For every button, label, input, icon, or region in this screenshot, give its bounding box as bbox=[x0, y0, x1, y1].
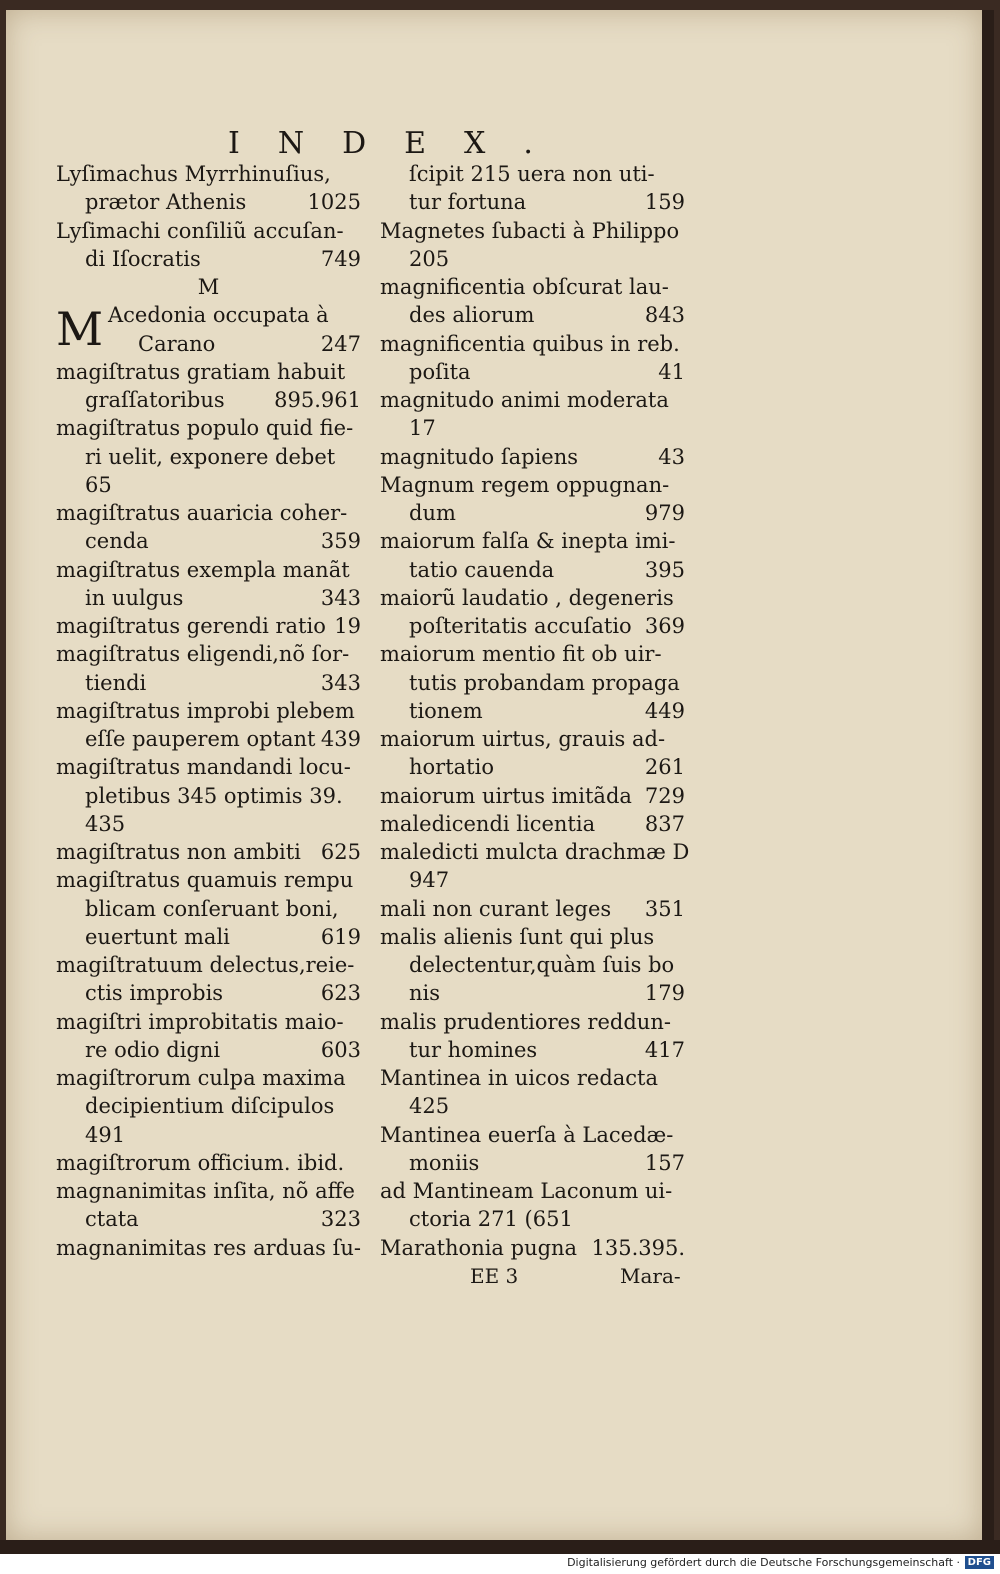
index-page-number: 351 bbox=[644, 896, 685, 921]
index-line bbox=[56, 895, 361, 923]
index-line bbox=[56, 1121, 361, 1149]
index-line bbox=[380, 358, 685, 386]
index-page-number: 729 bbox=[644, 783, 685, 808]
index-line bbox=[56, 979, 361, 1007]
index-line-text: maiorum mentio fit ob uir- bbox=[380, 642, 662, 667]
index-line bbox=[380, 1121, 685, 1149]
footer-credit: Digitalisierung gefördert durch die Deutsche Forschungsgemeinschaft · bbox=[567, 1556, 960, 1569]
index-line bbox=[56, 527, 361, 555]
index-line-text: magiſtratus gratiam habuit bbox=[56, 359, 346, 384]
index-line bbox=[380, 810, 685, 838]
index-line bbox=[380, 979, 685, 1007]
index-page-number: 323 bbox=[320, 1207, 361, 1232]
index-page-number: 19 bbox=[334, 614, 361, 638]
index-line-text: 425 bbox=[409, 1094, 450, 1119]
index-page-number: 623 bbox=[320, 981, 361, 1006]
index-page-number: 43 bbox=[658, 444, 685, 469]
index-line-text: eſſe pauperem optant bbox=[85, 727, 316, 751]
index-line-text: malis alienis ſunt qui plus bbox=[380, 924, 655, 949]
index-page-number: 343 bbox=[320, 670, 361, 695]
index-line-text: magiſtri improbitatis maio- bbox=[56, 1009, 344, 1034]
index-line-text: magiſtratus exempla manãt bbox=[56, 557, 350, 582]
index-line-text: ſcipit 215 uera non uti- bbox=[409, 162, 655, 186]
index-line bbox=[56, 499, 361, 527]
index-line bbox=[380, 245, 685, 273]
index-line bbox=[56, 640, 361, 668]
index-page-number: 439 bbox=[320, 727, 361, 751]
index-line bbox=[380, 301, 685, 329]
index-line bbox=[56, 838, 361, 866]
index-line bbox=[380, 160, 685, 188]
index-line-text: magnanimitas inſita, nõ affe bbox=[56, 1179, 355, 1203]
index-line bbox=[380, 951, 685, 979]
index-line-text: tur fortuna bbox=[409, 190, 527, 215]
drop-cap-line-1: Acedonia occupata à bbox=[108, 303, 329, 328]
index-line-text: tiendi bbox=[85, 670, 147, 695]
index-line-text: ad Mantineam Laconum ui- bbox=[380, 1179, 673, 1203]
index-line bbox=[380, 725, 685, 753]
index-line-text: maiorum falſa & inepta imi- bbox=[380, 529, 676, 554]
drop-cap-line-2-text: Carano bbox=[138, 331, 216, 356]
index-line-text: blicam conſeruant boni, bbox=[85, 896, 339, 921]
index-line bbox=[56, 1092, 361, 1120]
index-line-text: re odio digni bbox=[85, 1037, 221, 1062]
index-line-text: 205 bbox=[409, 246, 450, 271]
index-line-text: ri uelit, exponere debet bbox=[85, 444, 336, 469]
index-page-number: 895.961 bbox=[274, 388, 361, 412]
index-line-text: magnificentia obſcurat lau- bbox=[380, 275, 669, 299]
right-column bbox=[380, 160, 690, 1262]
index-line-text: euertunt mali bbox=[85, 924, 230, 949]
index-page-number: 749 bbox=[320, 246, 361, 271]
index-page-number: 603 bbox=[320, 1037, 361, 1062]
index-line bbox=[56, 951, 361, 979]
index-line-text: magiſtratus eligendi,nõ ſor- bbox=[56, 642, 350, 667]
index-page-number: 159 bbox=[644, 190, 685, 215]
index-page-number: 619 bbox=[320, 924, 361, 949]
index-line-text: ctoria 271 (651 bbox=[409, 1207, 573, 1232]
index-line-text: in uulgus bbox=[85, 585, 184, 610]
index-line-text: prætor Athenis bbox=[85, 190, 247, 215]
index-line-text: magnificentia quibus in reb. bbox=[380, 331, 680, 356]
index-line-text: magnitudo ſapiens bbox=[380, 444, 579, 469]
index-line bbox=[56, 1036, 361, 1064]
index-line-text: maledicti mulcta drachmæ D bbox=[380, 840, 690, 864]
index-page-number: 395 bbox=[644, 557, 685, 582]
index-line bbox=[380, 386, 685, 414]
index-line bbox=[380, 866, 685, 894]
index-line bbox=[380, 895, 685, 923]
index-line bbox=[56, 782, 361, 810]
index-page-number: 837 bbox=[644, 811, 685, 836]
index-line bbox=[56, 188, 361, 216]
index-line bbox=[380, 217, 685, 245]
index-line-text: moniis bbox=[409, 1150, 480, 1175]
index-line-text: Marathonia pugna bbox=[380, 1235, 578, 1260]
index-line bbox=[380, 640, 685, 668]
drop-cap-page-number: 247 bbox=[320, 331, 361, 356]
signature-mark: EE 3 bbox=[470, 1264, 519, 1288]
index-line-text: tutis probandam propaga bbox=[409, 670, 680, 695]
index-line bbox=[56, 866, 361, 894]
index-line bbox=[56, 923, 361, 951]
index-line bbox=[380, 527, 685, 555]
index-line bbox=[56, 217, 361, 245]
left-column-entries bbox=[56, 358, 361, 1262]
index-line-text: des aliorum bbox=[409, 303, 535, 328]
index-line-text: 491 bbox=[85, 1122, 126, 1147]
index-line-text: tatio cauenda bbox=[409, 557, 555, 582]
index-line-text: magiſtratus populo quid fie- bbox=[56, 416, 354, 441]
index-line-text: magnitudo animi moderata bbox=[380, 388, 669, 412]
index-line bbox=[380, 556, 685, 584]
index-line-text: cenda bbox=[85, 529, 149, 554]
index-line-text: magiſtratus quamuis rempu bbox=[56, 868, 354, 893]
page-edge-right bbox=[982, 10, 994, 1540]
index-line bbox=[56, 810, 361, 838]
index-line bbox=[380, 188, 685, 216]
index-line bbox=[56, 669, 361, 697]
drop-cap-entry bbox=[56, 301, 361, 358]
index-page-number: 135.395. bbox=[591, 1235, 685, 1260]
index-line bbox=[56, 697, 361, 725]
index-line-text: 17 bbox=[409, 416, 436, 441]
index-line bbox=[380, 923, 685, 951]
index-line-text: M bbox=[197, 275, 220, 299]
index-line bbox=[380, 330, 685, 358]
index-line-text: poſita bbox=[409, 359, 471, 384]
index-line bbox=[380, 1092, 685, 1120]
index-line bbox=[56, 1234, 361, 1262]
index-line bbox=[56, 584, 361, 612]
index-line bbox=[380, 669, 685, 697]
index-line bbox=[56, 414, 361, 442]
index-line-text: malis prudentiores reddun- bbox=[380, 1009, 671, 1034]
index-line-text: magiſtrorum officium. ibid. bbox=[56, 1150, 345, 1175]
index-line bbox=[380, 1177, 685, 1205]
index-page-number: 1025 bbox=[307, 190, 361, 215]
index-line bbox=[56, 471, 361, 499]
index-page-number: 449 bbox=[644, 698, 685, 723]
index-line-text: maledicendi licentia bbox=[380, 811, 596, 836]
right-column-entries bbox=[380, 160, 690, 1262]
index-line-text: maiorum uirtus, grauis ad- bbox=[380, 727, 666, 751]
index-line bbox=[380, 753, 685, 781]
index-line-text: magiſtratus non ambiti bbox=[56, 840, 301, 864]
index-line-text: magiſtratus auaricia coher- bbox=[56, 501, 348, 525]
index-line bbox=[56, 725, 361, 753]
index-line bbox=[56, 1008, 361, 1036]
index-line-text: 435 bbox=[85, 811, 126, 836]
index-line bbox=[380, 838, 690, 866]
index-page-number: 179 bbox=[644, 981, 685, 1006]
index-line bbox=[56, 443, 361, 471]
index-line-text: decipientium diſcipulos bbox=[85, 1094, 335, 1119]
index-line bbox=[380, 612, 685, 640]
index-line-text: magiſtratus gerendi ratio bbox=[56, 614, 326, 638]
index-line-text: maiorũ laudatio , degeneris bbox=[380, 585, 674, 610]
index-line-text: dum bbox=[409, 501, 456, 525]
index-line bbox=[380, 697, 685, 725]
index-line bbox=[56, 358, 361, 386]
index-line-text: hortatio bbox=[409, 755, 494, 780]
drop-cap-initial: M bbox=[56, 302, 104, 357]
index-line-text: tur homines bbox=[409, 1037, 538, 1062]
index-line-text: magiſtratus improbi plebem bbox=[56, 698, 355, 723]
index-page-number: 157 bbox=[644, 1150, 685, 1175]
index-page-number: 41 bbox=[658, 359, 685, 384]
index-line bbox=[56, 612, 361, 640]
index-page-number: 625 bbox=[320, 840, 361, 864]
index-line bbox=[56, 1064, 361, 1092]
index-line bbox=[56, 273, 361, 301]
index-line-text: nis bbox=[409, 981, 441, 1006]
index-line bbox=[380, 499, 685, 527]
index-line bbox=[56, 753, 361, 781]
index-line bbox=[380, 1205, 685, 1233]
index-line bbox=[380, 443, 685, 471]
index-line-text: magiſtrorum culpa maxima bbox=[56, 1066, 346, 1090]
index-line-text: 947 bbox=[409, 868, 450, 893]
index-line bbox=[380, 1234, 685, 1262]
index-line-text: ctis improbis bbox=[85, 981, 224, 1006]
catchword: Mara- bbox=[620, 1264, 681, 1288]
left-column-top bbox=[56, 160, 361, 301]
index-line-text: di Iſocratis bbox=[85, 246, 201, 271]
index-line bbox=[380, 782, 685, 810]
dfg-logo: DFG bbox=[965, 1556, 994, 1569]
index-line-text: poſteritatis accuſatio bbox=[409, 614, 632, 638]
index-page-number: 417 bbox=[644, 1037, 685, 1062]
index-page-number: 359 bbox=[320, 529, 361, 554]
index-line-text: mali non curant leges bbox=[380, 896, 612, 921]
index-line-text: Lyſimachus Myrrhinuſius, bbox=[56, 162, 331, 186]
index-line-text: magnanimitas res arduas ſu- bbox=[56, 1235, 362, 1260]
index-heading: INDEX. bbox=[228, 126, 571, 161]
index-line-text: Lyſimachi conſiliũ accuſan- bbox=[56, 218, 344, 243]
index-line bbox=[380, 273, 685, 301]
index-line-text: delectentur,quàm ſuis bo bbox=[409, 953, 675, 977]
index-page-number: 343 bbox=[320, 585, 361, 610]
index-line-text: tionem bbox=[409, 698, 483, 723]
index-line bbox=[56, 1205, 361, 1233]
index-line-text: graſſatoribus bbox=[85, 388, 225, 412]
index-page-number: 261 bbox=[644, 755, 685, 780]
index-line-text: Magnum regem oppugnan- bbox=[380, 472, 670, 497]
index-page-number: 843 bbox=[644, 303, 685, 328]
index-line bbox=[56, 1149, 361, 1177]
index-line bbox=[56, 160, 361, 188]
index-page-number: 369 bbox=[644, 614, 685, 638]
page-edge-bottom bbox=[0, 1540, 1000, 1554]
index-line bbox=[56, 245, 361, 273]
index-line bbox=[56, 556, 361, 584]
index-line-text: 65 bbox=[85, 472, 112, 497]
index-line-text: maiorum uirtus imitãda bbox=[380, 783, 632, 808]
index-line bbox=[380, 471, 685, 499]
index-line bbox=[380, 1064, 685, 1092]
index-line bbox=[380, 1008, 685, 1036]
index-line bbox=[380, 584, 685, 612]
drop-cap-line-2 bbox=[138, 330, 361, 358]
index-line bbox=[380, 414, 685, 442]
index-line bbox=[380, 1149, 685, 1177]
index-line-text: magiſtratuum delectus,reie- bbox=[56, 953, 355, 977]
index-line bbox=[380, 1036, 685, 1064]
index-line-text: ctata bbox=[85, 1207, 139, 1232]
index-line-text: Magnetes ſubacti à Philippo bbox=[380, 218, 680, 243]
index-line bbox=[56, 386, 361, 414]
index-line-text: Mantinea in uicos redacta bbox=[380, 1066, 659, 1090]
index-line-text: Mantinea euerſa à Lacedæ- bbox=[380, 1122, 674, 1147]
index-line-text: pletibus 345 optimis 39. bbox=[85, 783, 343, 808]
index-page-number: 979 bbox=[644, 501, 685, 525]
index-line bbox=[56, 1177, 361, 1205]
index-line-text: magiſtratus mandandi locu- bbox=[56, 755, 351, 780]
left-column bbox=[56, 160, 361, 1262]
